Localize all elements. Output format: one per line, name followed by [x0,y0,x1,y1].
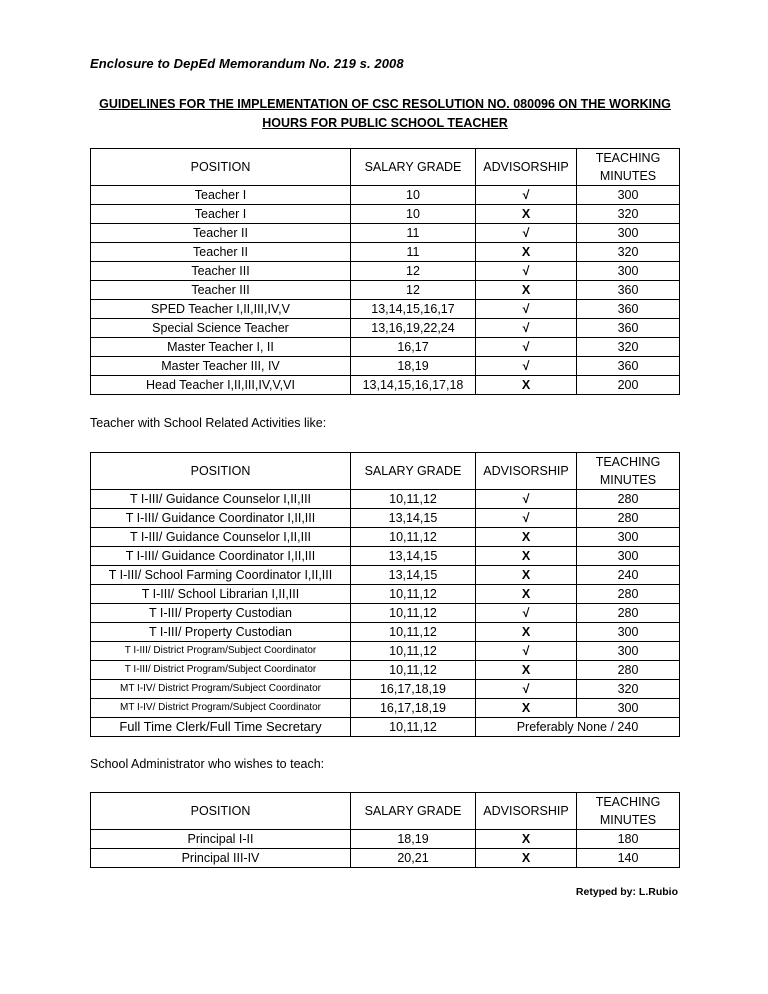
table-row [91,300,680,319]
table-row [91,661,680,680]
cell-salary-grade: 16,17,18,19 [351,699,476,718]
cell-position: T I-III/ Property Custodian [91,623,351,642]
cell-teaching-minutes: 200 [577,376,680,395]
table-row [91,319,680,338]
cell-position: Head Teacher I,II,III,IV,V,VI [91,376,351,395]
table-row [91,205,680,224]
cell-salary-grade: 18,19 [351,357,476,376]
cell-advisorship: √ [476,490,577,509]
cell-teaching-minutes: 300 [577,528,680,547]
section-label-school-activities: Teacher with School Related Activities like: [90,416,327,430]
cell-position: T I-III/ School Librarian I,II,III [91,585,351,604]
cell-salary-grade: 13,14,15 [351,547,476,566]
document-title [90,95,680,133]
cell-teaching-minutes: 180 [577,830,680,849]
cell-teaching-minutes: 280 [577,661,680,680]
cell-salary-grade: 16,17 [351,338,476,357]
cell-advisorship: √ [476,319,577,338]
table-row [91,642,680,661]
cell-teaching-minutes: 300 [577,642,680,661]
cell-advisorship: X [476,830,577,849]
cell-salary-grade: 13,16,19,22,24 [351,319,476,338]
header-teaching-line1: TEACHING [595,795,661,809]
table-row [91,281,680,300]
cell-position: T I-III/ District Program/Subject Coordinator [91,642,351,661]
teacher-working-hours-table [90,148,680,395]
table-row [91,680,680,699]
cell-advisorship: √ [476,642,577,661]
cell-advisorship: X [476,376,577,395]
cell-advisorship: X [476,661,577,680]
header-advisorship: ADVISORSHIP [476,453,577,490]
header-teaching-line2: MINUTES [599,169,657,183]
table-row [91,357,680,376]
cell-teaching-minutes: 280 [577,585,680,604]
cell-teaching-minutes: 300 [577,699,680,718]
section-label-administrator: School Administrator who wishes to teach: [90,757,325,771]
cell-position: T I-III/ School Farming Coordinator I,II,III [91,566,351,585]
header-teaching-line2: MINUTES [599,813,657,827]
cell-position: T I-III/ Guidance Coordinator I,II,III [91,509,351,528]
cell-advisorship: √ [476,338,577,357]
table-row [91,699,680,718]
cell-advisorship-minutes-combined: Preferably None / 240 [476,718,680,737]
cell-teaching-minutes: 320 [577,205,680,224]
table-row [91,243,680,262]
cell-salary-grade: 10,11,12 [351,585,476,604]
cell-advisorship: √ [476,186,577,205]
table-row [91,604,680,623]
table-row [91,224,680,243]
table-header-row [91,793,680,830]
table-row [91,585,680,604]
cell-salary-grade: 10,11,12 [351,642,476,661]
cell-position: T I-III/ Property Custodian [91,604,351,623]
cell-advisorship: X [476,699,577,718]
cell-advisorship: X [476,566,577,585]
header-teaching-line2: MINUTES [599,473,657,487]
cell-position: T I-III/ Guidance Counselor I,II,III [91,528,351,547]
cell-teaching-minutes: 280 [577,509,680,528]
table-header-row [91,149,680,186]
cell-advisorship: X [476,243,577,262]
title-line-2: HOURS FOR PUBLIC SCHOOL TEACHER [262,116,508,130]
cell-teaching-minutes: 240 [577,566,680,585]
cell-position: MT I-IV/ District Program/Subject Coordinator [91,680,351,699]
cell-teaching-minutes: 300 [577,224,680,243]
cell-salary-grade: 13,14,15,16,17 [351,300,476,319]
cell-advisorship: √ [476,224,577,243]
cell-position: Master Teacher III, IV [91,357,351,376]
cell-position: T I-III/ District Program/Subject Coordinator [91,661,351,680]
cell-teaching-minutes: 300 [577,186,680,205]
cell-teaching-minutes: 320 [577,680,680,699]
cell-position: SPED Teacher I,II,III,IV,V [91,300,351,319]
header-position: POSITION [91,453,351,490]
header-salary-grade: SALARY GRADE [351,793,476,830]
cell-position: Principal I-II [91,830,351,849]
cell-position: Teacher I [91,186,351,205]
cell-advisorship: X [476,281,577,300]
cell-salary-grade: 10,11,12 [351,661,476,680]
table-row [91,623,680,642]
cell-salary-grade: 11 [351,243,476,262]
cell-position: Master Teacher I, II [91,338,351,357]
cell-position: Teacher II [91,243,351,262]
cell-position: Principal III-IV [91,849,351,868]
cell-teaching-minutes: 280 [577,604,680,623]
cell-teaching-minutes: 360 [577,281,680,300]
cell-salary-grade: 10,11,12 [351,623,476,642]
cell-position: T I-III/ Guidance Coordinator I,II,III [91,547,351,566]
cell-salary-grade: 18,19 [351,830,476,849]
cell-advisorship: X [476,205,577,224]
cell-teaching-minutes: 360 [577,357,680,376]
cell-teaching-minutes: 300 [577,623,680,642]
table-row [91,509,680,528]
cell-salary-grade: 10,11,12 [351,528,476,547]
cell-position: Teacher I [91,205,351,224]
cell-salary-grade: 13,14,15 [351,509,476,528]
table-row [91,262,680,281]
cell-advisorship: √ [476,300,577,319]
cell-position: Full Time Clerk/Full Time Secretary [91,718,351,737]
table-row-clerk [91,718,680,737]
cell-advisorship: √ [476,357,577,376]
cell-salary-grade: 13,14,15 [351,566,476,585]
cell-salary-grade: 16,17,18,19 [351,680,476,699]
cell-teaching-minutes: 280 [577,490,680,509]
cell-advisorship: √ [476,604,577,623]
cell-salary-grade: 10,11,12 [351,604,476,623]
cell-position: Teacher III [91,281,351,300]
retyped-by-note: Retyped by: L.Rubio [575,886,678,898]
cell-salary-grade: 20,21 [351,849,476,868]
cell-position: MT I-IV/ District Program/Subject Coordinator [91,699,351,718]
cell-advisorship: X [476,547,577,566]
cell-teaching-minutes: 320 [577,338,680,357]
table-row [91,547,680,566]
table-row [91,849,680,868]
cell-advisorship: √ [476,680,577,699]
cell-position: Special Science Teacher [91,319,351,338]
table-row [91,566,680,585]
table-row [91,376,680,395]
table-row [91,490,680,509]
enclosure-note: Enclosure to DepEd Memorandum No. 219 s. 2008 [90,56,404,71]
cell-salary-grade: 12 [351,281,476,300]
cell-advisorship: √ [476,509,577,528]
cell-advisorship: X [476,528,577,547]
table-row [91,528,680,547]
cell-advisorship: X [476,623,577,642]
cell-salary-grade: 10,11,12 [351,490,476,509]
cell-teaching-minutes: 140 [577,849,680,868]
header-advisorship: ADVISORSHIP [476,793,577,830]
cell-advisorship: X [476,849,577,868]
header-teaching-minutes [577,149,680,186]
header-teaching-minutes [577,453,680,490]
cell-salary-grade: 11 [351,224,476,243]
cell-teaching-minutes: 300 [577,262,680,281]
cell-position: T I-III/ Guidance Counselor I,II,III [91,490,351,509]
cell-teaching-minutes: 360 [577,300,680,319]
cell-teaching-minutes: 320 [577,243,680,262]
table-row [91,830,680,849]
header-teaching-minutes [577,793,680,830]
header-salary-grade: SALARY GRADE [351,149,476,186]
school-related-activities-table [90,452,680,737]
cell-salary-grade: 13,14,15,16,17,18 [351,376,476,395]
header-salary-grade: SALARY GRADE [351,453,476,490]
header-advisorship: ADVISORSHIP [476,149,577,186]
table-row [91,338,680,357]
cell-salary-grade: 10 [351,205,476,224]
cell-advisorship: X [476,585,577,604]
cell-salary-grade: 12 [351,262,476,281]
header-teaching-line1: TEACHING [595,151,661,165]
header-position: POSITION [91,149,351,186]
administrator-table [90,792,680,868]
table-row [91,186,680,205]
table-header-row [91,453,680,490]
cell-position: Teacher II [91,224,351,243]
cell-position: Teacher III [91,262,351,281]
cell-salary-grade: 10,11,12 [351,718,476,737]
cell-teaching-minutes: 300 [577,547,680,566]
cell-salary-grade: 10 [351,186,476,205]
title-line-1: GUIDELINES FOR THE IMPLEMENTATION OF CSC RESOLUTION NO. 080096 ON THE WORKING [99,97,671,111]
cell-advisorship: √ [476,262,577,281]
header-teaching-line1: TEACHING [595,455,661,469]
header-position: POSITION [91,793,351,830]
cell-teaching-minutes: 360 [577,319,680,338]
